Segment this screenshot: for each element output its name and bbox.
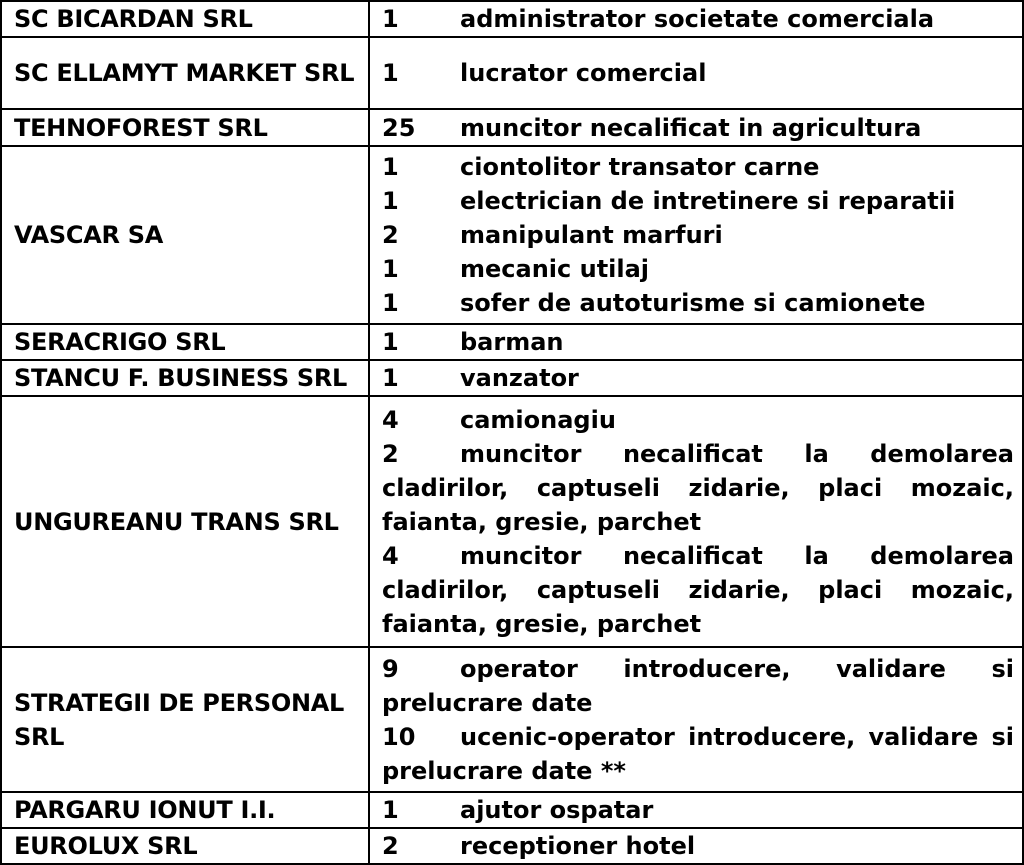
- job-title: mecanic utilaj: [460, 255, 650, 283]
- positions-cell: [369, 146, 1023, 324]
- vacancy-count: 2: [382, 832, 399, 860]
- job-title: camionagiu: [460, 405, 616, 434]
- company-name: UNGUREANU TRANS SRL: [1, 396, 369, 647]
- vacancy-count: 25: [382, 113, 416, 142]
- position-entry: [382, 325, 1014, 359]
- position-entry: [382, 437, 1014, 539]
- company-name: EUROLUX SRL: [1, 828, 369, 864]
- position-entry: [382, 2, 1014, 36]
- company-name: SC BICARDAN SRL: [1, 1, 369, 37]
- vacancy-count: 1: [382, 328, 399, 356]
- table-row: [1, 828, 1023, 864]
- position-entry: [382, 56, 1014, 90]
- position-entry: [382, 403, 1014, 437]
- vacancy-count: 1: [382, 153, 399, 181]
- positions-cell: [369, 109, 1023, 146]
- job-title: ajutor ospatar: [460, 796, 654, 824]
- positions-cell: [369, 828, 1023, 864]
- table-row: [1, 146, 1023, 324]
- table-row: [1, 1, 1023, 37]
- company-name: SERACRIGO SRL: [1, 324, 369, 360]
- job-title: ucenic-operator introducere, validare si prelucrare date **: [382, 722, 1014, 785]
- company-name: VASCAR SA: [1, 146, 369, 324]
- position-entry: [382, 652, 1014, 720]
- table-row: [1, 396, 1023, 647]
- job-title: sofer de autoturisme si camionete: [460, 289, 926, 317]
- positions-cell: [369, 360, 1023, 396]
- vacancy-count: 1: [382, 364, 399, 392]
- job-title: barman: [460, 328, 564, 356]
- position-entry: [382, 829, 1014, 863]
- positions-cell: [369, 1, 1023, 37]
- position-entry: [382, 286, 1014, 320]
- company-name: TEHNOFOREST SRL: [1, 109, 369, 146]
- position-entry: [382, 793, 1014, 827]
- position-entry: [382, 218, 1014, 252]
- positions-cell: [369, 792, 1023, 828]
- job-title: muncitor necalificat la demolarea cladirilor, captuseli zidarie, placi mozaic, faianta, gresie, parchet: [382, 541, 1014, 638]
- vacancy-count: 10: [382, 722, 416, 751]
- table-row: [1, 37, 1023, 109]
- job-title: muncitor necalificat la demolarea cladirilor, captuseli zidarie, placi mozaic, faianta, gresie, parchet: [382, 439, 1014, 536]
- vacancy-count: 2: [382, 439, 399, 468]
- job-title: lucrator comercial: [460, 59, 707, 87]
- positions-cell: [369, 647, 1023, 792]
- company-name: STANCU F. BUSINESS SRL: [1, 360, 369, 396]
- company-name: STRATEGII DE PERSONAL SRL: [1, 647, 369, 792]
- positions-cell: [369, 396, 1023, 647]
- company-name: PARGARU IONUT I.I.: [1, 792, 369, 828]
- positions-cell: [369, 324, 1023, 360]
- position-entry: [382, 150, 1014, 184]
- job-title: manipulant marfuri: [460, 221, 723, 249]
- table-row: [1, 109, 1023, 146]
- positions-cell: [369, 37, 1023, 109]
- vacancy-count: 9: [382, 654, 399, 683]
- vacancy-count: 1: [382, 289, 399, 317]
- job-title: ciontolitor transator carne: [460, 153, 820, 181]
- job-title: receptioner hotel: [460, 832, 696, 860]
- position-entry: [382, 539, 1014, 641]
- table-row: [1, 647, 1023, 792]
- vacancy-count: 1: [382, 255, 399, 283]
- table-row: [1, 324, 1023, 360]
- vacancy-count: 1: [382, 796, 399, 824]
- job-title: electrician de intretinere si reparatii: [460, 187, 956, 215]
- position-entry: [382, 252, 1014, 286]
- job-title: muncitor necalificat in agricultura: [460, 113, 922, 142]
- position-entry: [382, 361, 1014, 395]
- vacancy-count: 4: [382, 541, 399, 570]
- position-entry: [382, 720, 1014, 788]
- vacancy-count: 4: [382, 405, 399, 434]
- job-title: vanzator: [460, 364, 579, 392]
- vacancy-count: 1: [382, 187, 399, 215]
- vacancy-count: 1: [382, 59, 399, 87]
- job-title: administrator societate comerciala: [460, 5, 935, 33]
- table-row: [1, 792, 1023, 828]
- job-title: operator introducere, validare si prelucrare date: [382, 654, 1014, 717]
- vacancy-count: 1: [382, 5, 399, 33]
- vacancy-count: 2: [382, 221, 399, 249]
- position-entry: [382, 184, 1014, 218]
- table-row: [1, 360, 1023, 396]
- company-name: SC ELLAMYT MARKET SRL: [1, 37, 369, 109]
- position-entry: [382, 111, 1014, 145]
